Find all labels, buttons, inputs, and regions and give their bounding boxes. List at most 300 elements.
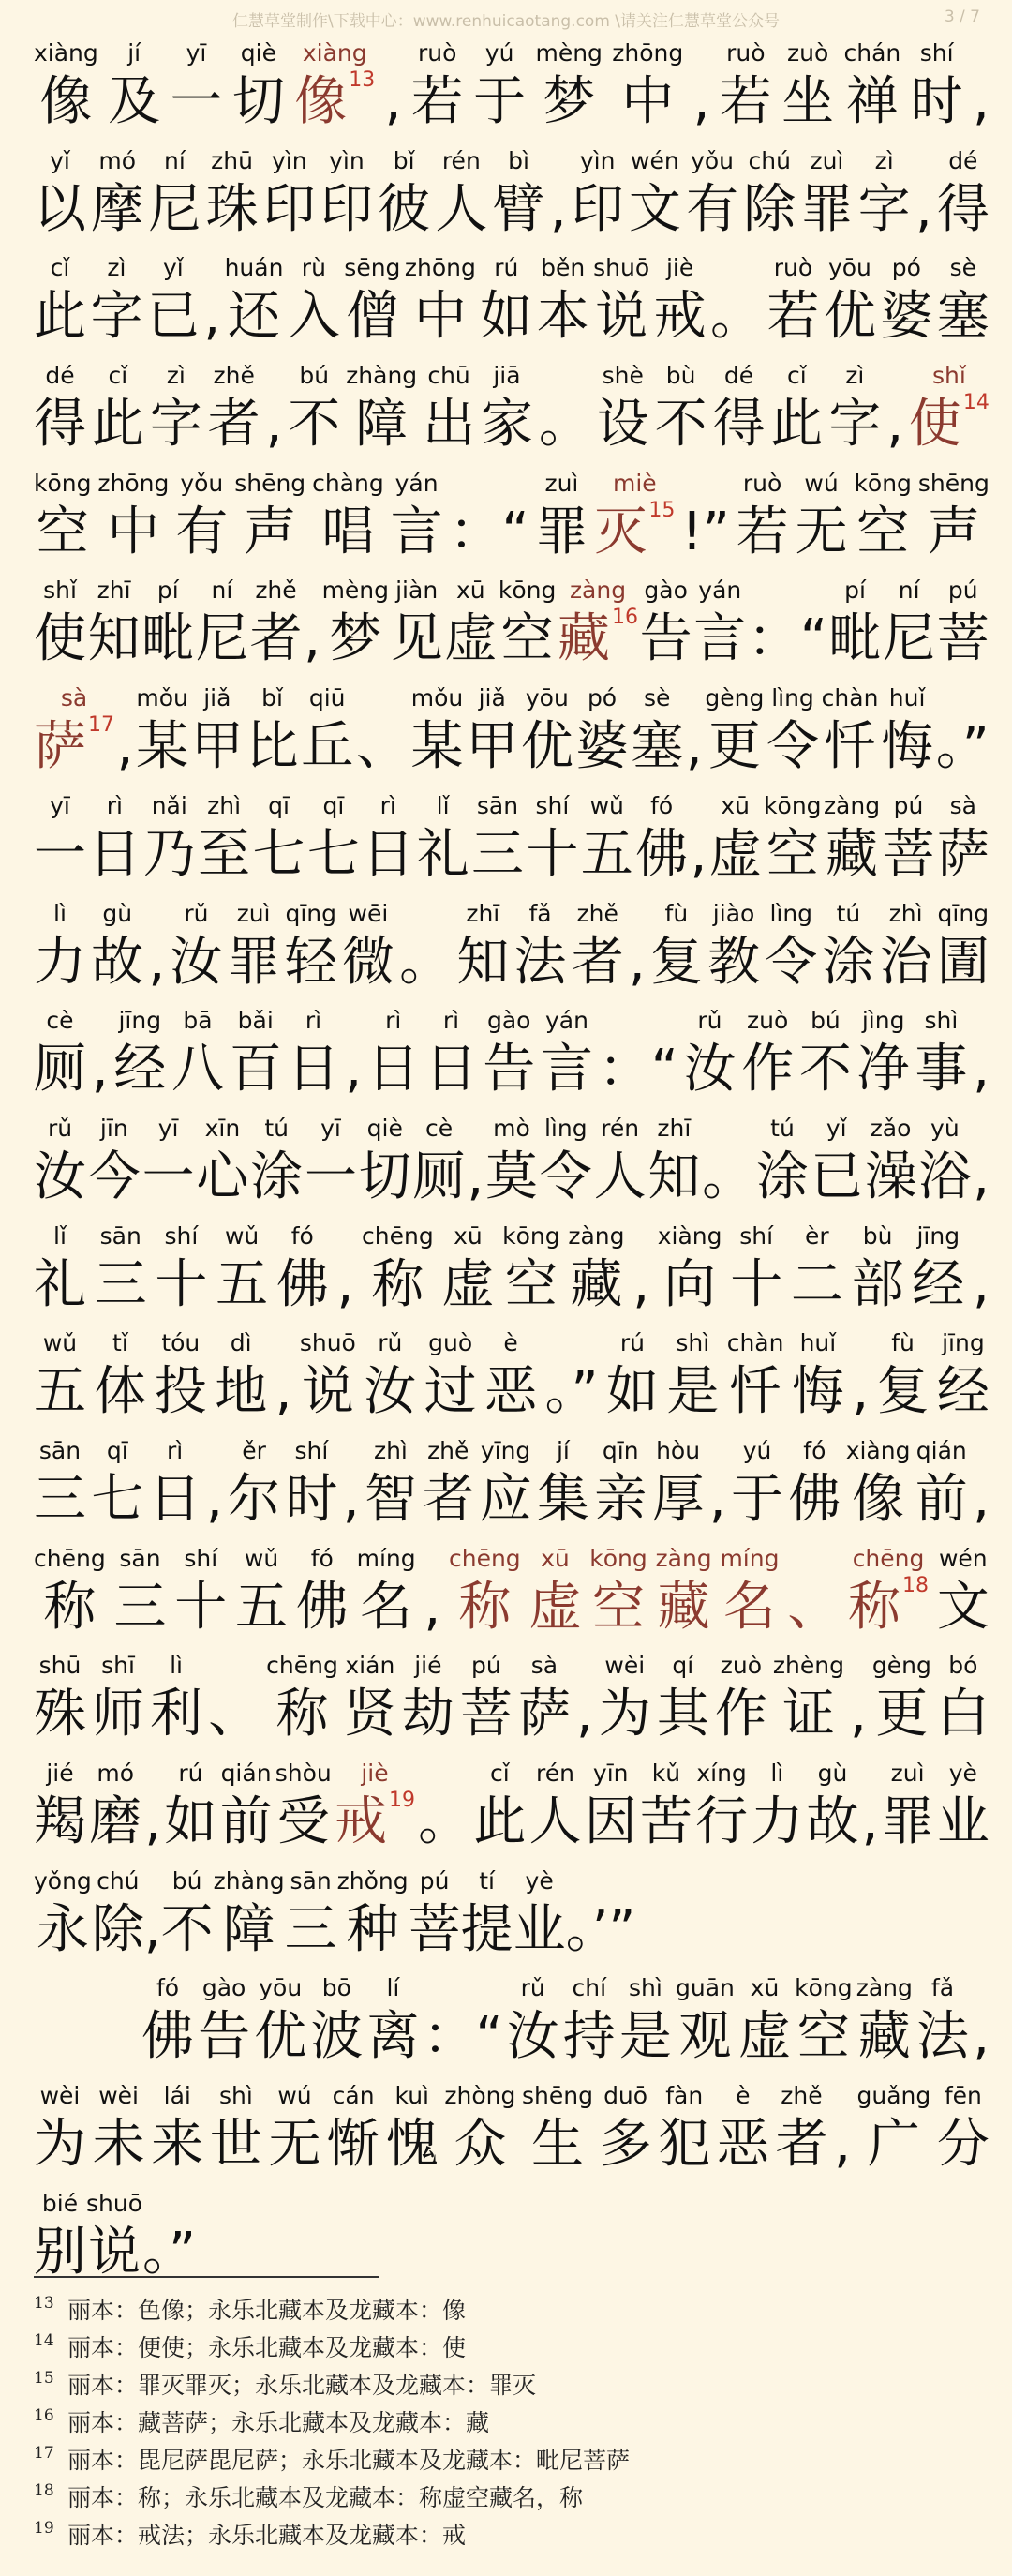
hanzi: 印 bbox=[262, 178, 316, 240]
ruby-character bbox=[424, 1329, 477, 1427]
ruby-character bbox=[829, 577, 882, 674]
hanzi: 不 bbox=[288, 394, 341, 456]
ruby-character bbox=[727, 1329, 784, 1427]
pinyin bbox=[693, 39, 710, 67]
hanzi: 文 bbox=[628, 178, 681, 240]
punctuation bbox=[576, 1652, 593, 1749]
pinyin: gào bbox=[201, 1974, 246, 2002]
hanzi: 。 bbox=[538, 394, 591, 456]
ruby-character bbox=[781, 39, 834, 137]
ruby-character bbox=[97, 470, 169, 567]
ruby-character bbox=[606, 1329, 659, 1427]
pinyin: yī bbox=[320, 1114, 341, 1142]
pinyin: chú bbox=[97, 1866, 140, 1895]
hanzi: 。” bbox=[142, 2221, 197, 2283]
hanzi: 梦 bbox=[329, 608, 382, 670]
pinyin bbox=[266, 362, 283, 390]
punctuation bbox=[973, 1974, 990, 2072]
hanzi: 十 bbox=[174, 1576, 228, 1638]
pinyin: sān bbox=[119, 1544, 161, 1572]
ruby-character bbox=[34, 900, 86, 997]
punctuation bbox=[862, 1760, 879, 1857]
ruby-character bbox=[444, 577, 497, 674]
pinyin: zhàng bbox=[213, 1866, 285, 1895]
ruby-character bbox=[391, 577, 443, 674]
ruby-character bbox=[743, 147, 796, 245]
hanzi: 比 bbox=[246, 716, 299, 778]
pinyin: jiǎ bbox=[478, 684, 506, 712]
hanzi: 于 bbox=[731, 1468, 784, 1530]
hanzi: 一 bbox=[141, 1146, 195, 1207]
ruby-character bbox=[346, 362, 417, 459]
pinyin: míng bbox=[720, 1544, 780, 1572]
footnote-reference[interactable]: 16 bbox=[612, 606, 639, 630]
pinyin: yǒu bbox=[691, 146, 735, 174]
hanzi: 七 bbox=[252, 823, 305, 885]
hanzi: 若 bbox=[719, 71, 772, 132]
pinyin: yīn bbox=[592, 1760, 629, 1787]
pinyin: kōng bbox=[502, 1221, 560, 1250]
pinyin: yán bbox=[544, 1007, 588, 1035]
ruby-character bbox=[715, 1652, 767, 1749]
footnote-number: 14 bbox=[34, 2331, 54, 2350]
hanzi: 空 bbox=[500, 608, 554, 670]
pinyin: gào bbox=[486, 1007, 531, 1035]
text-line bbox=[34, 1007, 990, 1115]
hanzi: 如 bbox=[605, 1361, 659, 1423]
ruby-character bbox=[170, 900, 222, 997]
hanzi: 藏 bbox=[657, 1576, 710, 1638]
pinyin: yī bbox=[157, 1114, 179, 1142]
pinyin: mó bbox=[97, 1760, 135, 1787]
hanzi: 事 bbox=[915, 1039, 968, 1101]
pinyin bbox=[973, 1115, 990, 1143]
pinyin: zhōng bbox=[404, 254, 476, 282]
hanzi: 丘 bbox=[301, 716, 354, 778]
ruby-character bbox=[174, 1545, 227, 1642]
pinyin: rǔ bbox=[47, 1114, 73, 1142]
pinyin: sān bbox=[476, 791, 519, 819]
hanzi: , bbox=[834, 2114, 851, 2176]
hanzi: 、 bbox=[208, 1684, 261, 1745]
pinyin: cǐ bbox=[787, 362, 807, 390]
hanzi: 此 bbox=[473, 1791, 527, 1852]
pinyin: rǔ bbox=[378, 1329, 403, 1357]
ruby-character bbox=[822, 900, 874, 997]
hanzi: 知 bbox=[87, 608, 141, 670]
footnote-text: 丽本：罪灭罪灭；永乐北藏本及龙藏本：罪灭 bbox=[67, 2372, 537, 2399]
ruby-character bbox=[880, 900, 932, 997]
pinyin: míng bbox=[356, 1544, 416, 1572]
pinyin: zàng bbox=[823, 791, 881, 819]
pinyin: shí bbox=[535, 791, 570, 819]
hanzi: 七 bbox=[306, 823, 360, 885]
hanzi: 如 bbox=[480, 286, 533, 348]
pinyin: xíng bbox=[696, 1760, 747, 1787]
hanzi: 未 bbox=[92, 2114, 145, 2176]
pinyin: gù bbox=[102, 899, 133, 927]
hanzi: 十 bbox=[155, 1253, 208, 1315]
footnote-reference[interactable]: 19 bbox=[388, 1789, 415, 1812]
ruby-character bbox=[90, 254, 142, 352]
ruby-character bbox=[149, 1437, 201, 1535]
hanzi: 优 bbox=[823, 286, 876, 348]
pinyin: hòu bbox=[656, 1436, 701, 1464]
punctuation bbox=[834, 2082, 851, 2179]
hanzi: 彼 bbox=[378, 178, 431, 240]
text-line bbox=[34, 39, 990, 147]
hanzi: 别 bbox=[34, 2221, 86, 2283]
hanzi: 劫 bbox=[401, 1684, 454, 1745]
ruby-character bbox=[594, 1437, 647, 1535]
hanzi: 羯 bbox=[34, 1791, 86, 1852]
hanzi: 三 bbox=[471, 823, 524, 885]
pinyin bbox=[834, 2082, 851, 2110]
hanzi: 苦 bbox=[639, 1791, 692, 1852]
hanzi: 心 bbox=[196, 1146, 249, 1207]
hanzi: 言 bbox=[693, 608, 747, 670]
ruby-character bbox=[647, 1115, 700, 1212]
ruby-character bbox=[234, 470, 305, 567]
hanzi: 字 bbox=[828, 394, 882, 456]
footnote-number: 16 bbox=[34, 2406, 54, 2425]
hanzi: 及 bbox=[108, 71, 161, 132]
ruby-character bbox=[600, 2082, 652, 2179]
hanzi: 十 bbox=[526, 823, 579, 885]
pinyin: gèng bbox=[871, 1652, 931, 1680]
hanzi: 种 bbox=[346, 1898, 399, 1960]
pinyin bbox=[203, 254, 220, 282]
hanzi: 使 bbox=[34, 608, 86, 670]
pinyin: zhī bbox=[466, 899, 500, 927]
ruby-character bbox=[937, 792, 990, 890]
hanzi: 三 bbox=[94, 1253, 147, 1315]
ruby-character bbox=[473, 39, 526, 137]
footnote-number: 13 bbox=[34, 2294, 54, 2313]
ruby-character bbox=[912, 1222, 964, 1320]
hanzi: 日 bbox=[366, 1039, 420, 1101]
hanzi: 微 bbox=[341, 931, 394, 993]
hanzi: 日 bbox=[287, 1039, 340, 1101]
pinyin: wèi bbox=[98, 2082, 140, 2110]
hanzi: 空 bbox=[796, 2006, 850, 2068]
footnote-reference[interactable]: 15 bbox=[648, 498, 676, 522]
footnote-reference[interactable]: 13 bbox=[349, 68, 376, 92]
pinyin: běn bbox=[541, 254, 586, 282]
punctuation bbox=[467, 1115, 484, 1212]
ruby-character bbox=[738, 1974, 791, 2072]
hanzi: , bbox=[973, 2006, 990, 2068]
hanzi: 字 bbox=[149, 394, 202, 456]
pinyin: rì bbox=[385, 1007, 402, 1035]
pinyin: ruò bbox=[773, 254, 813, 282]
ruby-character bbox=[88, 792, 141, 890]
ruby-character bbox=[342, 900, 394, 997]
ruby-character bbox=[795, 1974, 853, 2072]
ruby-character bbox=[362, 1222, 434, 1320]
pinyin: zì bbox=[166, 362, 186, 390]
punctuation bbox=[693, 39, 710, 137]
ruby-character bbox=[411, 684, 464, 782]
pinyin: sān bbox=[290, 1866, 332, 1895]
punctuation bbox=[399, 900, 452, 997]
ruby-character bbox=[296, 1545, 349, 1642]
text-line bbox=[34, 1115, 990, 1222]
pinyin: chēng bbox=[448, 1544, 521, 1572]
ruby-character bbox=[366, 1974, 419, 2072]
hanzi: 臂 bbox=[492, 178, 545, 240]
pinyin: guān bbox=[676, 1974, 735, 2002]
hanzi: 。 bbox=[702, 1146, 755, 1207]
ruby-character bbox=[34, 1760, 86, 1857]
hanzi: 称 bbox=[371, 1253, 424, 1315]
pinyin: qīng bbox=[285, 899, 337, 927]
ruby-character bbox=[263, 147, 316, 245]
pinyin: zhōng bbox=[612, 39, 684, 67]
hanzi: 日 bbox=[424, 1039, 478, 1101]
ruby-character bbox=[409, 1867, 461, 1965]
punctuation bbox=[356, 684, 409, 782]
hanzi: 如 bbox=[164, 1791, 217, 1852]
pinyin: zuò bbox=[720, 1652, 762, 1680]
hanzi: , bbox=[467, 1146, 484, 1207]
ruby-character bbox=[34, 2190, 86, 2287]
hanzi: 告 bbox=[483, 1039, 536, 1101]
hanzi: 无 bbox=[795, 501, 848, 562]
hanzi: 声 bbox=[244, 501, 297, 562]
hanzi: 罪 bbox=[800, 178, 854, 240]
ruby-character bbox=[918, 1115, 971, 1212]
pinyin: qiè bbox=[240, 39, 276, 67]
hanzi: 涂 bbox=[250, 1146, 304, 1207]
hanzi: 虚 bbox=[738, 2006, 791, 2068]
pinyin: xiàng bbox=[34, 39, 98, 67]
hanzi: 印 bbox=[320, 178, 373, 240]
hanzi: 空 bbox=[504, 1253, 558, 1315]
pinyin: kōng bbox=[854, 469, 912, 497]
hanzi: 日 bbox=[362, 823, 415, 885]
hanzi: 入 bbox=[287, 286, 340, 348]
hanzi: 忏 bbox=[729, 1361, 782, 1423]
pinyin: lì bbox=[170, 1652, 184, 1680]
ruby-character bbox=[91, 1437, 143, 1535]
pinyin bbox=[206, 1437, 223, 1465]
hanzi: 作 bbox=[741, 1039, 795, 1101]
hanzi: , bbox=[384, 71, 402, 132]
ruby-character bbox=[848, 1545, 929, 1642]
hanzi: 汝 bbox=[506, 2006, 559, 2068]
hanzi: 出 bbox=[423, 394, 476, 456]
ruby-character bbox=[526, 792, 578, 890]
scripture-text bbox=[34, 39, 990, 2297]
ruby-character bbox=[535, 39, 602, 137]
hanzi: 障 bbox=[222, 1898, 275, 1960]
ruby-character bbox=[693, 577, 746, 674]
hanzi: , bbox=[632, 1253, 649, 1315]
ruby-character bbox=[378, 147, 430, 245]
ruby-character bbox=[301, 684, 353, 782]
hanzi: 无 bbox=[268, 2114, 321, 2176]
hanzi: 提 bbox=[460, 1898, 513, 1960]
hanzi: 五 bbox=[580, 823, 633, 885]
footnote-reference[interactable]: 17 bbox=[88, 713, 114, 738]
ruby-character bbox=[597, 362, 649, 459]
source-banner: 仁慧草堂制作\下载中心：www.renhuicaotang.com \请关注仁慧草堂公众号 bbox=[231, 12, 781, 31]
pinyin: ní bbox=[898, 577, 920, 605]
hanzi: 摩 bbox=[91, 178, 144, 240]
ruby-character bbox=[631, 684, 683, 782]
ruby-character bbox=[707, 900, 760, 997]
hanzi: , bbox=[886, 394, 903, 456]
punctuation bbox=[148, 900, 165, 997]
ruby-character bbox=[585, 1760, 637, 1857]
ruby-character bbox=[228, 900, 280, 997]
ruby-character bbox=[563, 1974, 616, 2072]
pinyin: jīng bbox=[916, 1221, 960, 1250]
hanzi: 恶 bbox=[716, 2114, 769, 2176]
pinyin bbox=[566, 1867, 636, 1895]
hanzi: 已 bbox=[146, 286, 200, 348]
pinyin: zàng bbox=[856, 1974, 913, 2002]
punctuation bbox=[709, 1437, 726, 1535]
pinyin: nǎi bbox=[151, 791, 187, 819]
pinyin: zhī bbox=[657, 1114, 692, 1142]
ruby-character bbox=[34, 1115, 86, 1212]
hanzi: 言 bbox=[390, 501, 443, 562]
ruby-character bbox=[327, 2082, 380, 2179]
hanzi: 。 bbox=[710, 286, 764, 348]
pinyin: zuì bbox=[236, 899, 271, 927]
ruby-character bbox=[720, 1545, 779, 1642]
ruby-character bbox=[88, 577, 141, 674]
pinyin: qiū bbox=[308, 684, 346, 712]
hanzi: ：“ bbox=[423, 2006, 503, 2068]
hanzi: 涂 bbox=[755, 1146, 809, 1207]
hanzi: 一 bbox=[304, 1146, 357, 1207]
pinyin: fù bbox=[891, 1329, 915, 1357]
hanzi: 于 bbox=[473, 71, 527, 132]
hanzi: 虚 bbox=[441, 1253, 495, 1315]
ruby-character bbox=[305, 1115, 357, 1212]
ruby-character bbox=[34, 362, 86, 459]
ruby-character bbox=[362, 792, 414, 890]
hanzi: 力 bbox=[34, 931, 86, 993]
ruby-character bbox=[287, 1007, 339, 1104]
pinyin: zuì bbox=[890, 1760, 925, 1787]
footnote-reference[interactable]: 14 bbox=[962, 391, 990, 415]
pinyin: lìng bbox=[769, 899, 813, 927]
pinyin: wú bbox=[804, 469, 839, 497]
pinyin: kōng bbox=[764, 791, 822, 819]
hanzi: , bbox=[144, 1791, 162, 1852]
pinyin: qī bbox=[322, 791, 345, 819]
hanzi: 此 bbox=[34, 286, 86, 348]
ruby-character bbox=[216, 1222, 268, 1320]
hanzi: 为 bbox=[598, 1684, 651, 1745]
pinyin: qīng bbox=[937, 899, 990, 927]
hanzi: , bbox=[91, 1039, 109, 1101]
ruby-character bbox=[143, 792, 196, 890]
ruby-character bbox=[828, 362, 881, 459]
pinyin: zàng bbox=[569, 577, 627, 605]
hanzi: 优 bbox=[254, 2006, 307, 2068]
pinyin: shuō bbox=[593, 254, 650, 282]
pinyin: èr bbox=[805, 1221, 829, 1250]
footnote-reference[interactable]: 18 bbox=[902, 1573, 930, 1597]
pinyin: pó bbox=[587, 684, 618, 712]
ruby-character bbox=[471, 792, 524, 890]
punctuation bbox=[142, 2190, 196, 2287]
pinyin: dé bbox=[723, 362, 754, 390]
hanzi: 本 bbox=[536, 286, 589, 348]
ruby-character bbox=[480, 1437, 532, 1535]
pinyin: wú bbox=[277, 2082, 312, 2110]
hanzi: !” bbox=[681, 501, 730, 562]
ruby-character bbox=[558, 577, 638, 674]
pinyin: gù bbox=[817, 1760, 848, 1787]
pinyin: lǐ bbox=[53, 1221, 67, 1250]
ruby-character bbox=[108, 39, 160, 137]
pinyin: yōu bbox=[259, 1974, 303, 2002]
ruby-character bbox=[854, 470, 912, 567]
pinyin: shǐ bbox=[43, 577, 77, 605]
hanzi: , bbox=[205, 1468, 223, 1530]
ruby-character bbox=[230, 1007, 282, 1104]
ruby-character bbox=[766, 684, 819, 782]
ruby-character bbox=[521, 684, 573, 782]
pinyin: cè bbox=[46, 1007, 74, 1035]
pinyin: ruò bbox=[742, 469, 782, 497]
footnote-item bbox=[34, 2405, 971, 2443]
ruby-character bbox=[658, 1222, 722, 1320]
hanzi: 。” bbox=[544, 1361, 599, 1423]
pinyin: yú bbox=[484, 39, 514, 67]
hanzi: 日 bbox=[88, 823, 141, 885]
ruby-character bbox=[857, 1007, 910, 1104]
pinyin: sān bbox=[38, 1436, 82, 1464]
punctuation bbox=[343, 1437, 360, 1535]
ruby-character bbox=[541, 1007, 593, 1104]
pinyin: qīn bbox=[602, 1436, 639, 1464]
ruby-character bbox=[34, 1222, 86, 1320]
hanzi: 者 bbox=[422, 1468, 475, 1530]
hanzi: 。” bbox=[935, 716, 990, 778]
ruby-character bbox=[751, 1760, 803, 1857]
text-line bbox=[34, 470, 990, 577]
pinyin: bō bbox=[321, 1974, 351, 2002]
pinyin: shēng bbox=[521, 2082, 593, 2110]
ruby-character bbox=[208, 362, 260, 459]
pinyin bbox=[539, 362, 591, 390]
ruby-character bbox=[335, 1760, 415, 1857]
punctuation bbox=[345, 1007, 362, 1104]
hanzi: 人 bbox=[528, 1791, 582, 1852]
pinyin: shēng bbox=[234, 469, 306, 497]
pinyin: yǐ bbox=[163, 254, 184, 282]
ruby-character bbox=[285, 1867, 337, 1965]
pinyin: zhě bbox=[781, 2082, 823, 2110]
hanzi: 除 bbox=[743, 178, 796, 240]
hanzi: 戒 bbox=[653, 286, 707, 348]
hanzi: 观 bbox=[678, 2006, 732, 2068]
pinyin: zì bbox=[107, 254, 126, 282]
ruby-character bbox=[796, 470, 848, 567]
hanzi: 戒$^{19}$ bbox=[334, 1789, 415, 1852]
pinyin bbox=[343, 1437, 360, 1465]
text-line bbox=[34, 1222, 990, 1330]
ruby-character bbox=[756, 1115, 809, 1212]
pinyin: huǐ bbox=[799, 1329, 837, 1357]
